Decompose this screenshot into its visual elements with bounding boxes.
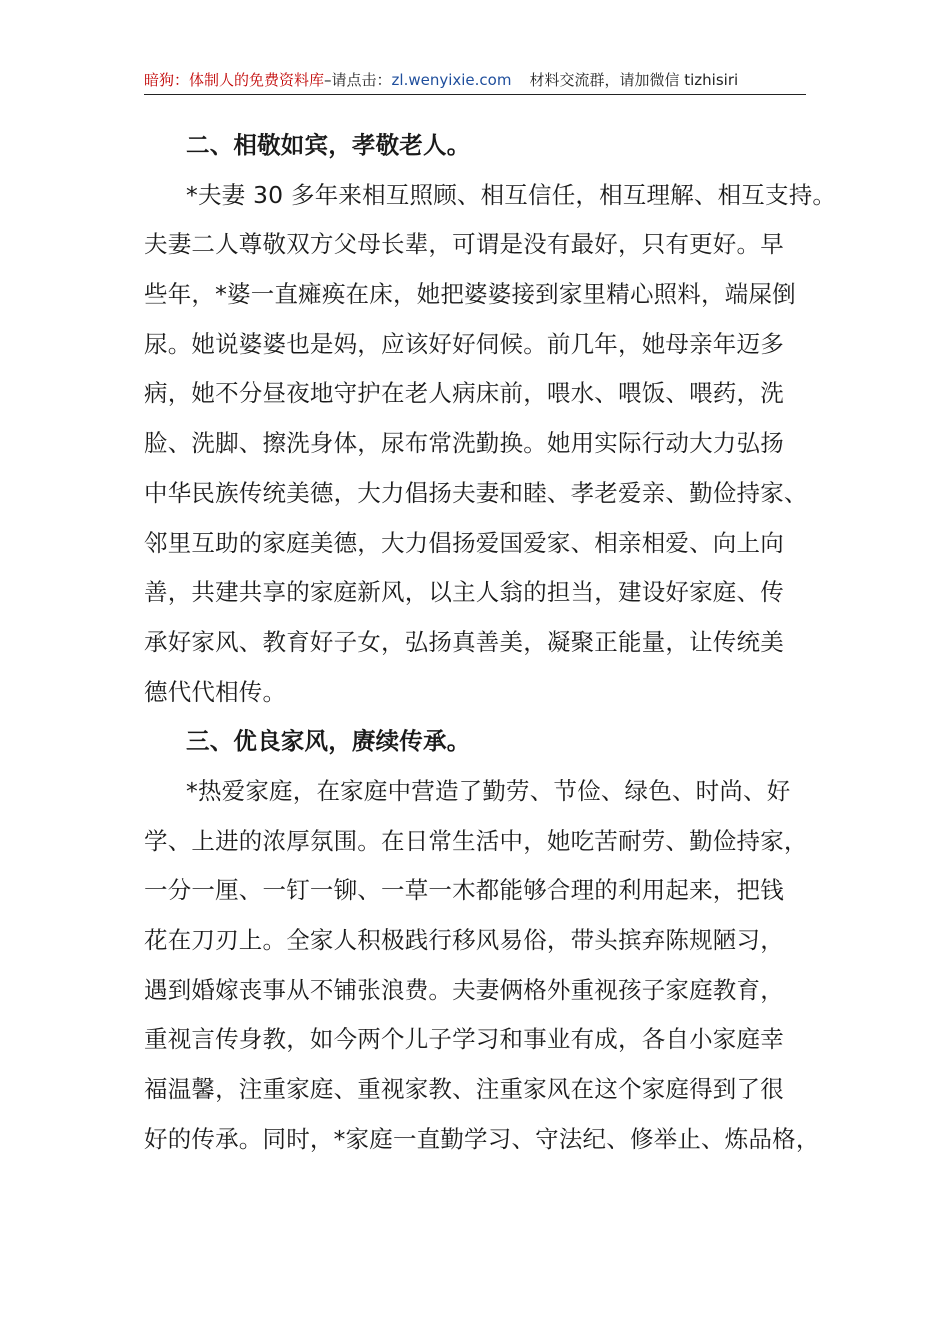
paragraph-line: *夫妻 30 多年来相互照顾、相互信任，相互理解、相互支持。 bbox=[186, 180, 837, 209]
header-site-name: 暗狗：体制人的免费资料库 bbox=[144, 71, 325, 89]
paragraph-line: 福温馨，注重家庭、重视家教、注重家风在这个家庭得到了很 bbox=[144, 1075, 784, 1104]
document-body bbox=[144, 121, 837, 1164]
section-heading: 二、相敬如宾，孝敬老人。 bbox=[186, 131, 471, 159]
paragraph-line: 病，她不分昼夜地守护在老人病床前，喂水、喂饭、喂药，洗 bbox=[144, 379, 784, 408]
paragraph-line: 中华民族传统美德，大力倡扬夫妻和睦、孝老爱亲、勤俭持家、 bbox=[144, 478, 808, 507]
paragraph-line: 夫妻二人尊敬双方父母长辈，可谓是没有最好，只有更好。早 bbox=[144, 230, 784, 259]
paragraph-line: 邻里互助的家庭美德，大力倡扬爱国爱家、相亲相爱、向上向 bbox=[144, 528, 784, 557]
paragraph-line: 遇到婚嫁丧事从不铺张浪费。夫妻俩格外重视孩子家庭教育， bbox=[144, 975, 784, 1004]
paragraph-line: 花在刀刃上。全家人积极践行移风易俗，带头摈弃陈规陋习， bbox=[144, 926, 784, 954]
header-click-prompt: –请点击： bbox=[324, 71, 392, 89]
paragraph-line: 善，共建共享的家庭新风，以主人翁的担当，建设好家庭、传 bbox=[144, 578, 784, 607]
paragraph-line: 些年，*婆一直瘫痪在床，她把婆婆接到家里精心照料，端屎倒 bbox=[144, 280, 796, 309]
paragraph-line: 尿。她说婆婆也是妈，应该好好伺候。前几年，她母亲年迈多 bbox=[144, 329, 784, 358]
paragraph-line: 学、上进的浓厚氛围。在日常生活中，她吃苦耐劳、勤俭持家， bbox=[144, 826, 808, 855]
paragraph-line: 重视言传身教，如今两个儿子学习和事业有成，各自小家庭幸 bbox=[144, 1025, 784, 1054]
header-link[interactable]: zl.wenyixie.com bbox=[391, 71, 512, 89]
page-header bbox=[144, 66, 806, 95]
paragraph-line: 一分一厘、一钉一铆、一草一木都能够合理的利用起来，把钱 bbox=[144, 876, 784, 905]
paragraph-line: *热爱家庭，在家庭中营造了勤劳、节俭、绿色、时尚、好 bbox=[186, 776, 791, 805]
paragraph-line: 德代代相传。 bbox=[144, 677, 287, 706]
paragraph-line: 脸、洗脚、擦洗身体，尿布常洗勤换。她用实际行动大力弘扬 bbox=[144, 429, 784, 458]
paragraph-line: 好的传承。同时，*家庭一直勤学习、守法纪、修举止、炼品格， bbox=[144, 1124, 820, 1153]
paragraph-line: 承好家风、教育好子女，弘扬真善美，凝聚正能量，让传统美 bbox=[144, 627, 784, 656]
section-heading: 三、优良家风，赓续传承。 bbox=[186, 727, 471, 756]
header-wechat-note: 材料交流群，请加微信 tizhisiri bbox=[529, 71, 739, 89]
